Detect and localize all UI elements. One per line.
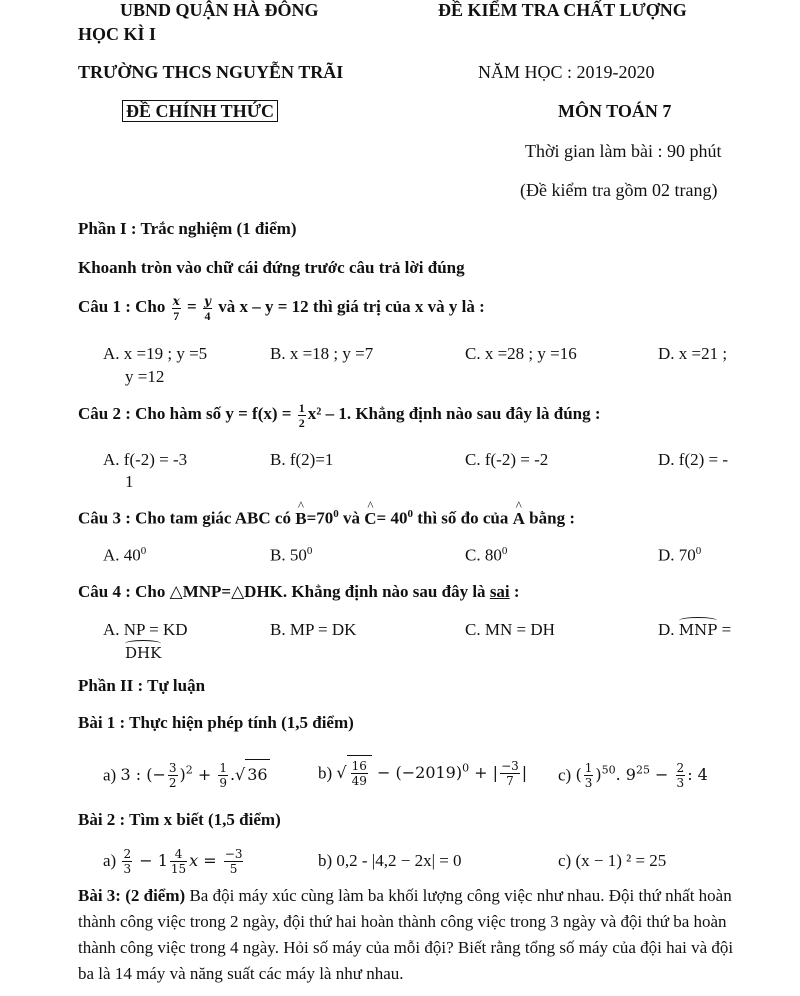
q3-option-d[interactable]: D. $70^0$ [658,545,702,565]
q3-suffix: bằng : [529,508,575,528]
angle-a: ^ A [513,509,525,529]
part1-instruction: Khoanh tròn vào chữ cái đứng trước câu trả lời đúng [78,258,465,277]
bai3-text: Ba đội máy xúc cùng làm ba khối lượng công việc như nhau. Đội thứ nhất hoàn thành công việc trong 2 ngày, đội thứ hai hoàn thành công việc trong 3 ngày và đội thứ ba hoàn thành công việc trong 4 ngày. Hỏi số máy của mỗi đội? Biết rằng tổng số máy của đội hai và đội ba là 14 máy và năng suất các máy là như nhau. [78,886,734,983]
q4-option-d[interactable]: D. MNP = [658,620,732,639]
duration: Thời gian làm bài : 90 phút [525,141,722,161]
question-2 [78,399,601,429]
bai2-heading: Bài 2 : Tìm x biết (1,5 điểm) [78,810,281,829]
angle-b-value: =70 [306,508,334,528]
q2-option-a[interactable]: A. f(-2) = -3 [103,450,188,469]
q4-text: Câu 4 : Cho △MNP=△DHK. Khẳng định nào sau đây là [78,582,486,601]
bai1-a: a) 3 : (− $\frac{3}{2}$ )$^2$ + $\frac{1}{9}$ .√ 36 [103,761,268,791]
q1-suffix: và x – y = 12 thì giá trị của x và y là : [218,297,485,316]
q2-suffix: x² – 1. Khẳng định nào sau đây là đúng : [307,404,601,423]
q3-option-a[interactable]: A. $40^0$ [103,545,147,565]
bai1-b: b) √ $\frac{16}{49}$ − $(-2019)^0$ + | $\frac{-3}{7}$ | [318,752,527,790]
arc-mnp: MNP [678,621,718,639]
bai3-heading: Bài 3: (2 điểm) [78,886,186,905]
subject: MÔN TOÁN 7 [558,101,672,121]
q2-option-b[interactable]: B. f(2)=1 [270,450,334,469]
semester: HỌC KÌ I [78,24,157,44]
q3-and: và [343,508,360,528]
q1-option-c[interactable]: C. x =28 ; y =16 [465,344,577,363]
q3-mid: thì số đo của [417,508,509,528]
school-year: NĂM HỌC : 2019-2020 [478,62,655,82]
q1-option-d-cont: y =12 [125,367,165,386]
q3-option-b[interactable]: B. $50^0$ [270,545,313,565]
part2-heading: Phần II : Tự luận [78,676,206,695]
q1-option-d[interactable]: D. x =21 ; [658,344,728,363]
q4-option-d-cont [125,643,161,663]
angle-b: ^ B [295,509,306,529]
angle-c: ^ C [364,509,376,529]
q2-prefix: Câu 2 : Cho hàm số y = f(x) = [78,404,292,423]
question-1: Câu 1 : Cho $\frac{x}{7}$ = $\frac{y}{4}$ và x – y = 12 thì giá trị của x và y là : [78,293,485,323]
official-label: ĐỀ CHÍNH THỨC [122,100,278,122]
q2-option-a-cont: 1 [125,472,134,491]
bai2-a: a) $\frac{2}{3}$ − 1 $\frac{4}{15}$ x = $\frac{-3}{5}$ [103,847,243,876]
q3-prefix: Câu 3 : Cho tam giác ABC có [78,508,291,528]
school-name: TRƯỜNG THCS NGUYỄN TRÃI [78,62,344,82]
bai1-c: c) ( $\frac{1}{3}$ )$^{50}$. $9^{25}$ − $\frac{2}{3}$ : 4 [558,761,708,791]
q1-prefix: Câu 1 : Cho [78,297,166,316]
exam-title: ĐỀ KIỂM TRA CHẤT LƯỢNG [438,0,687,20]
pages-note: (Đề kiểm tra gồm 02 trang) [520,180,718,200]
q4-option-a[interactable]: A. NP = KD [103,620,188,639]
bai2-c: c) (x − 1) ² = 25 [558,851,667,870]
question-3: Câu 3 : Cho tam giác ABC có ^ $B=70^0$ và ^ $C= 40^0$ thì số đo của ^ A bằng : [78,508,575,529]
question-4 [78,582,520,602]
q4-option-b[interactable]: B. MP = DK [270,620,357,639]
bai3-paragraph [78,883,738,987]
arc-dhk: DHK [125,644,162,662]
fraction-one-half: $\frac{1}{2}$ [298,400,305,430]
q3-option-c[interactable]: C. $80^0$ [465,545,508,565]
fraction-x-over-7: $\frac{x}{7}$ [172,293,180,323]
bai1-heading: Bài 1 : Thực hiện phép tính (1,5 điểm) [78,713,354,732]
part1-heading: Phần I : Trắc nghiệm (1 điểm) [78,219,297,238]
fraction-y-over-4: $\frac{y}{4}$ [203,293,211,323]
q1-option-a[interactable]: A. x =19 ; y =5 [103,344,208,363]
district-name: UBND QUẬN HÀ ĐÔNG [120,0,319,20]
bai2-b: b) 0,2 - |4,2 − 2x| = 0 [318,851,462,870]
q4-colon: : [513,582,520,601]
q2-option-d[interactable]: D. f(2) = - [658,450,729,469]
q4-sai: sai [489,582,510,601]
q2-option-c[interactable]: C. f(-2) = -2 [465,450,549,469]
angle-c-value: = 40 [376,508,408,528]
q1-option-b[interactable]: B. x =18 ; y =7 [270,344,374,363]
q4-option-c[interactable]: C. MN = DH [465,620,555,639]
